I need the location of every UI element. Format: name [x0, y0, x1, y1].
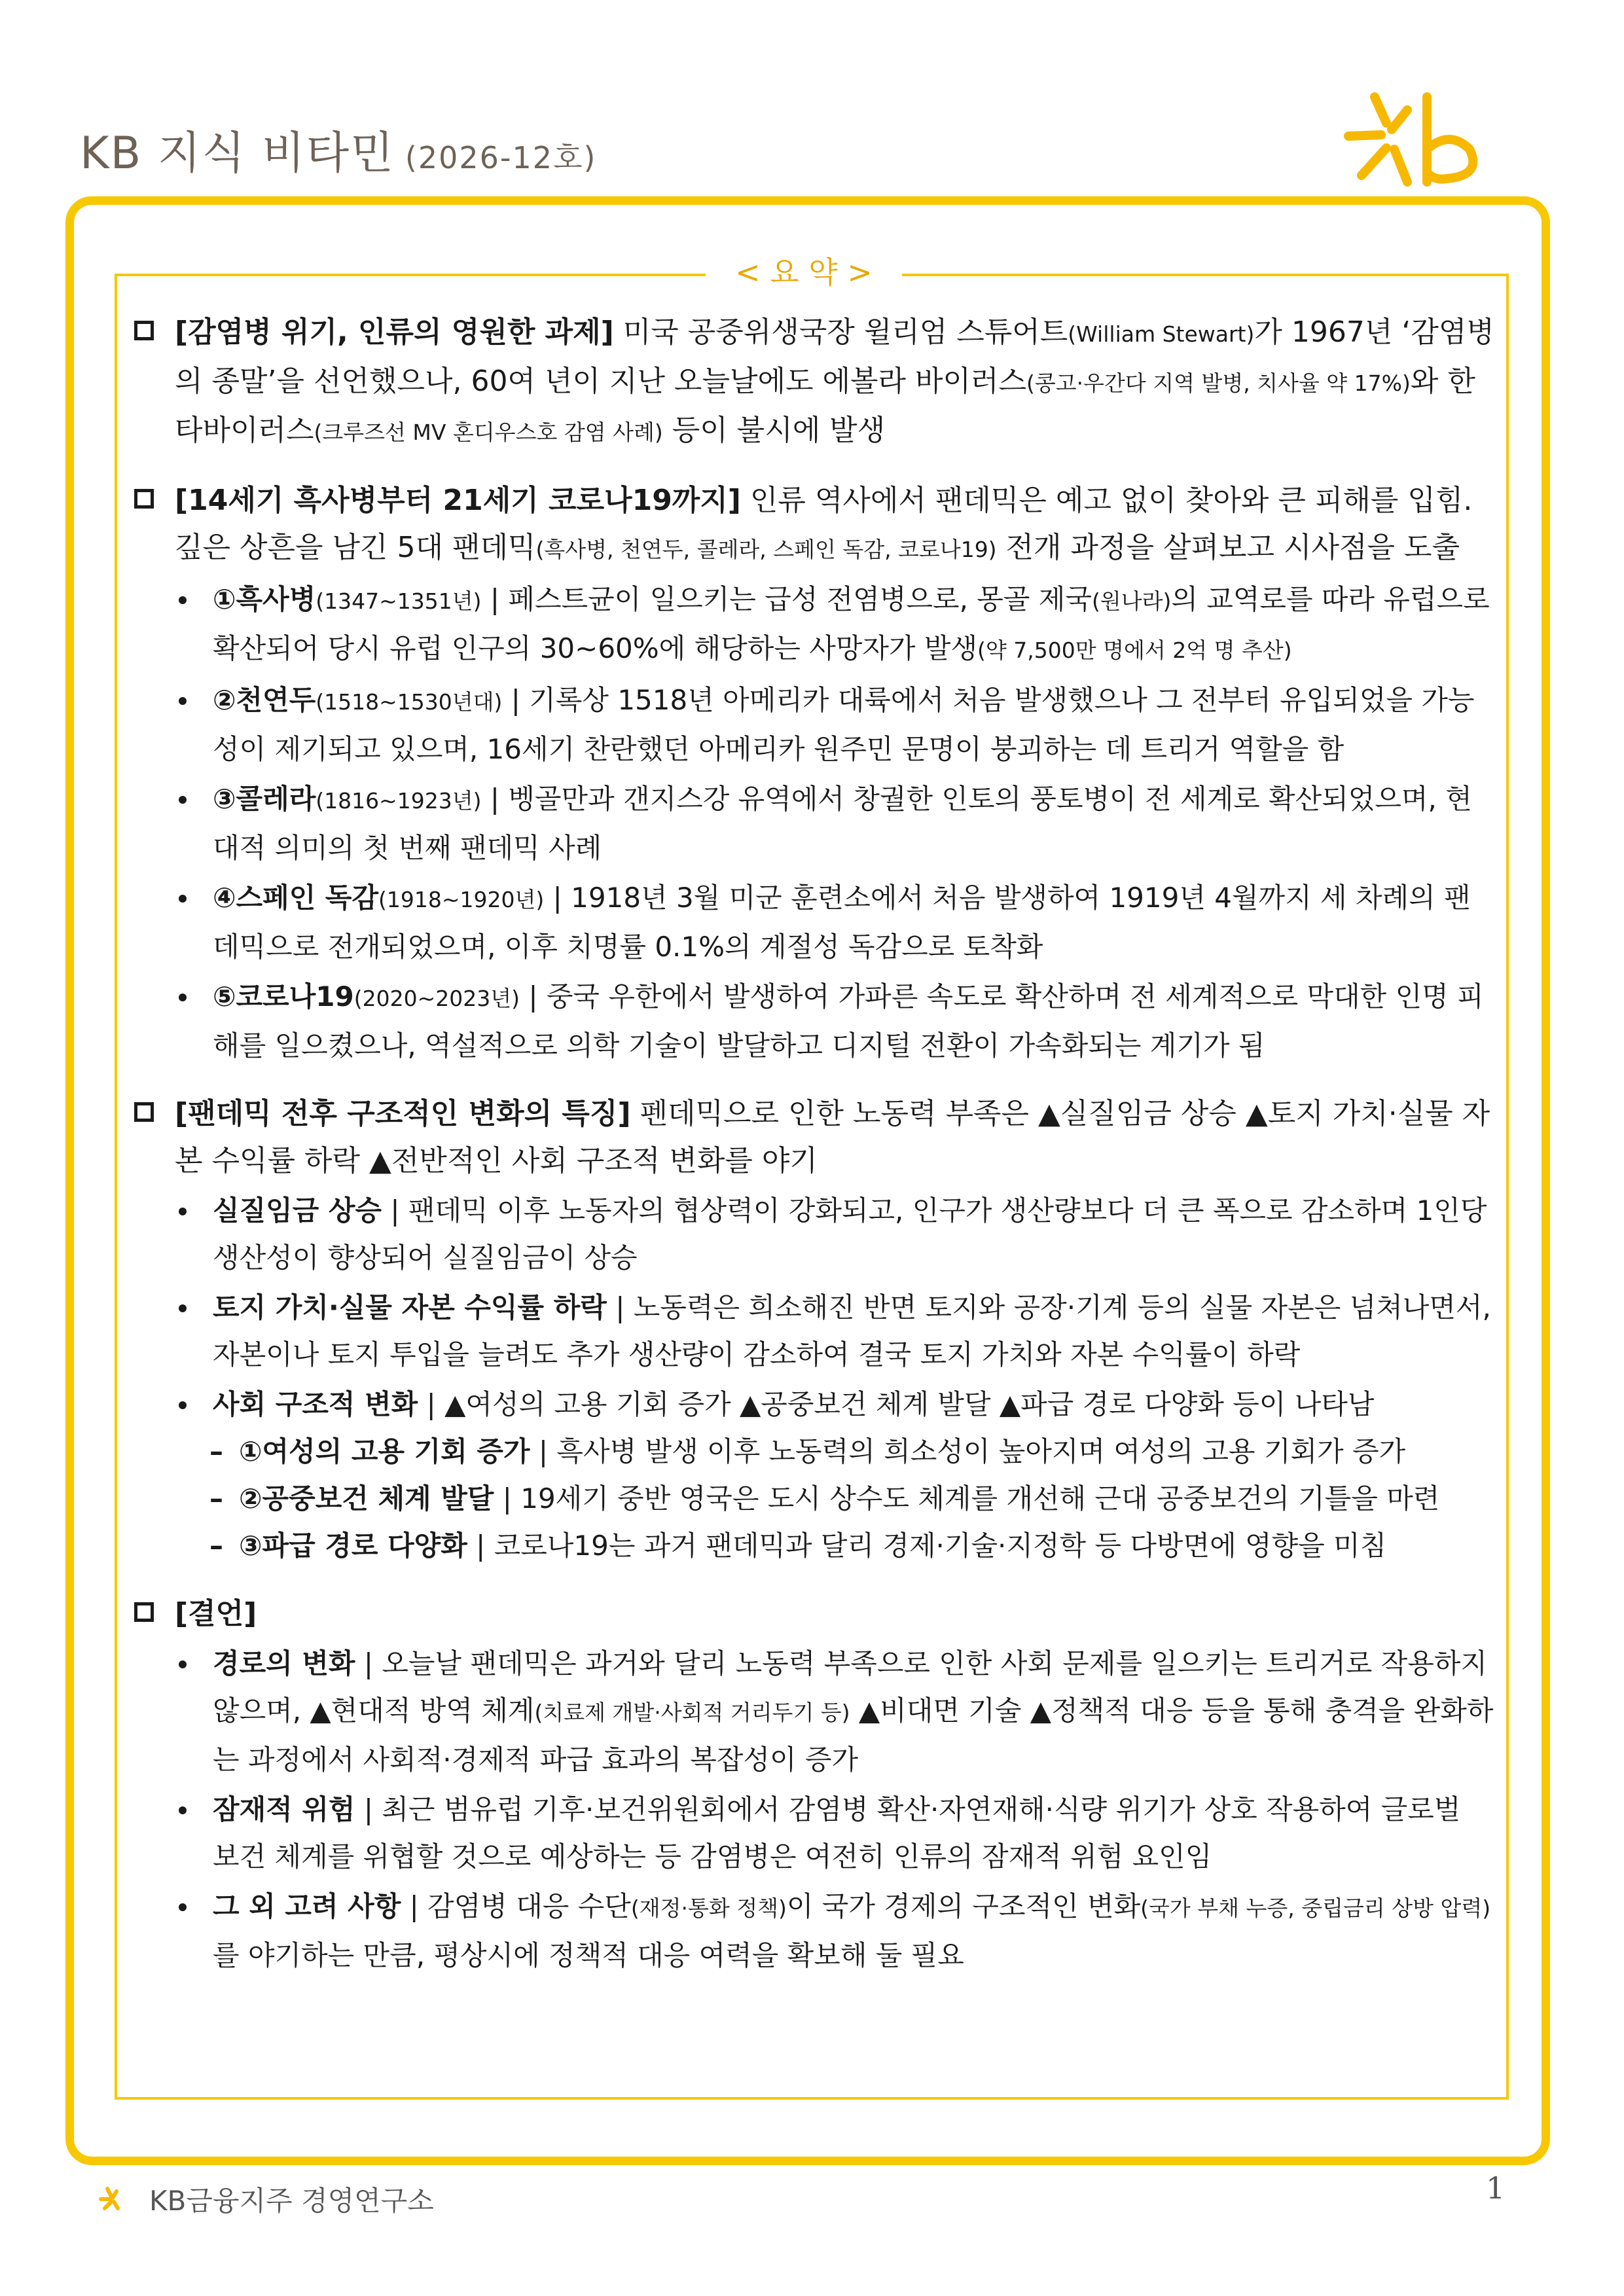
- checkbox-icon: [134, 1602, 154, 1622]
- section-4: [134, 1590, 1496, 1979]
- bullet-dot-icon: [179, 596, 187, 604]
- sub-title: ①여성의 고용 기회 증가: [239, 1435, 530, 1467]
- bullet-item: [134, 1883, 1496, 1979]
- bullet-item: [134, 1786, 1496, 1880]
- body-text: 를 야기하는 만큼, 평상시에 정책적 대응 여력을 확보해 둘 필요: [213, 1939, 964, 1971]
- heading-text: [팬데믹 전후 구조적인 변화의 특징]: [175, 1097, 631, 1130]
- section-2: [134, 477, 1496, 1069]
- section-1: [134, 309, 1496, 456]
- body-text: 와 한타바이러스: [175, 365, 1475, 447]
- sub-text: | 흑사병 발생 이후 노동력의 희소성이 높아지며 여성의 고용 기회가 증가: [530, 1435, 1406, 1467]
- body-text: 인류 역사에서 팬데믹은 예고 없이 찾아와 큰 피해를 입힘. 깊은 상흔을 남긴 5대 팬데믹: [175, 484, 1473, 564]
- bullet-dot-icon: [179, 1806, 187, 1814]
- bullet-item: [134, 1187, 1496, 1282]
- body-text: 이 국가 경제의 구조적인 변화: [786, 1890, 1141, 1922]
- note-text: (크루즈선 MV 혼디우스호 감염 사례): [314, 420, 663, 445]
- note-text: (원나라): [1091, 588, 1172, 614]
- page-title: [80, 118, 596, 181]
- bullet-title: ④스페인 독감: [213, 882, 379, 914]
- dash-icon: –: [209, 1530, 223, 1562]
- bullet-item: [134, 1284, 1496, 1378]
- footer-org: KB금융지주 경영연구소: [149, 2185, 434, 2217]
- bullet-title: 사회 구조적 변화: [213, 1388, 418, 1420]
- heading-text: [감염병 위기, 인류의 영원한 과제]: [175, 315, 614, 349]
- bullet-text: | 노동력은 희소해진 반면 토지와 공장·기계 등의 실물 자본은 넘쳐나면서, 자본이나 토지 투입을 늘려도 추가 생산량이 감소하여 결국 토지 가치와 자본 수익률이 하락: [213, 1291, 1491, 1371]
- bullet-dot-icon: [179, 994, 187, 1001]
- title-text: KB 지식 비타민: [80, 128, 395, 179]
- bullet-dot-icon: [179, 1208, 187, 1215]
- bullet-period: (1816~1923년): [316, 788, 482, 814]
- bullet-dot-icon: [179, 1304, 187, 1312]
- heading-text: [14세기 흑사병부터 21세기 코로나19까지]: [175, 484, 741, 517]
- note-text: (William Stewart): [1068, 321, 1255, 347]
- note-text: (약 7,500만 명에서 2억 명 추산): [977, 637, 1292, 663]
- bullet-item: [134, 1381, 1496, 1428]
- bullet-dot-icon: [179, 895, 187, 903]
- bullet-text: | 페스트균이 일으키는 급성 전염병으로, 몽골 제국: [481, 583, 1092, 615]
- bullet-item: [134, 1640, 1496, 1784]
- checkbox-icon: [134, 1102, 154, 1122]
- section-heading: [134, 1090, 1496, 1185]
- note-text: (콩고·우간다 지역 발병, 치사율 약 17%): [1026, 370, 1411, 396]
- bullet-item: [134, 874, 1496, 971]
- sub-title: ②공중보건 체계 발달: [239, 1482, 494, 1515]
- dash-icon: –: [209, 1482, 223, 1515]
- note-text: (흑사병, 천연두, 콜레라, 스페인 독감, 코로나19): [535, 537, 997, 562]
- summary-label: < 요 약 >: [706, 254, 902, 291]
- note-text: (재정·통화 정책): [630, 1895, 787, 1921]
- bullet-period: (1918~1920년): [378, 887, 545, 912]
- bullet-dot-icon: [179, 697, 187, 705]
- section-heading: [134, 1590, 1496, 1638]
- note-text: (국가 부채 누증, 중립금리 상방 압력): [1140, 1895, 1491, 1921]
- bullet-title: 경로의 변화: [213, 1647, 355, 1679]
- bullet-title: 토지 가치·실물 자본 수익률 하락: [213, 1291, 607, 1323]
- bullet-text: | 최근 범유럽 기후·보건위원회에서 감염병 확산·자연재해·식량 위기가 상호 작용하여 글로벌 보건 체계를 위협할 것으로 예상하는 등 감염병은 여전히 인류의 잠재적 위험 요인임: [213, 1793, 1461, 1873]
- bullet-item: [134, 677, 1496, 773]
- section-3: [134, 1090, 1496, 1570]
- bullet-title: ①흑사병: [213, 583, 316, 615]
- bullet-text: | 중국 우한에서 발생하여 가파른 속도로 확산하며 전 세계적으로 막대한 인명 피해를 일으켰으나, 역설적으로 의학 기술이 발달하고 디지털 전환이 가속화되는 계기가 됨: [213, 980, 1484, 1062]
- bullet-title: 그 외 고려 사항: [213, 1890, 401, 1922]
- sub-item: [134, 1428, 1496, 1475]
- bullet-dot-icon: [179, 1660, 187, 1668]
- body-text: 가 1967년 ‘감염병의 종말’을 선언했으나, 60여 년이 지난 오늘날에도 에볼라 바이러스: [175, 315, 1494, 398]
- sub-text: | 19세기 중반 영국은 도시 상수도 체계를 개선해 근대 공중보건의 기틀을 마련: [494, 1482, 1440, 1515]
- bullet-period: (1518~1530년대): [316, 689, 503, 715]
- bullet-dot-icon: [179, 1401, 187, 1409]
- sub-item: [134, 1475, 1496, 1522]
- bullet-text: | 오늘날 팬데믹은 과거와 달리 노동력 부족으로 인한 사회 문제를 일으키는 트리거로 작용하지 않으며, ▲현대적 방역 체계: [213, 1647, 1487, 1727]
- summary-content: [134, 309, 1496, 2000]
- issue-number: (2026-12호): [405, 140, 597, 175]
- kb-footer-logo-icon: [98, 2185, 145, 2211]
- sub-item: [134, 1522, 1496, 1570]
- body-text: 등이 불시에 발생: [662, 414, 886, 447]
- page-number: 1: [1486, 2170, 1506, 2206]
- checkbox-icon: [134, 489, 154, 509]
- dash-icon: –: [209, 1435, 223, 1467]
- note-text: (치료제 개발·사회적 거리두기 등): [534, 1700, 850, 1725]
- bullet-title: 실질임금 상승: [213, 1194, 382, 1227]
- bullet-item: [134, 973, 1496, 1069]
- bullet-text: | 기록상 1518년 아메리카 대륙에서 처음 발생했으나 그 전부터 유입되었을 가능성이 제기되고 있으며, 16세기 찬란했던 아메리카 원주민 문명이 붕괴하는 데 트리거 역할을 함: [213, 684, 1475, 765]
- bullet-title: ②천연두: [213, 684, 316, 716]
- section-heading: [134, 477, 1496, 573]
- bullet-title: 잠재적 위험: [213, 1793, 355, 1825]
- kb-logo-icon: [1335, 84, 1492, 195]
- bullet-title: ③콜레라: [213, 783, 316, 815]
- bullet-text: | ▲여성의 고용 기회 증가 ▲공중보건 체계 발달 ▲파급 경로 다양화 등이 나타남: [418, 1388, 1375, 1420]
- heading-text: [결언]: [175, 1597, 257, 1630]
- bullet-text: | 1918년 3월 미군 훈련소에서 처음 발생하여 1919년 4월까지 세 차례의 팬데믹으로 전개되었으며, 이후 치명률 0.1%의 계절성 독감으로 토착화: [213, 882, 1471, 963]
- body-text: 미국 공중위생국장 윌리엄 스튜어트: [613, 315, 1068, 349]
- bullet-text: | 벵골만과 갠지스강 유역에서 창궐한 인토의 풍토병이 전 세계로 확산되었으며, 현대적 의미의 첫 번째 팬데믹 사례: [213, 783, 1472, 864]
- body-text: ▲비대면 기술 ▲정책적 대응 등을 통해 충격을 완화하는 과정에서 사회적·경제적 파급 효과의 복잡성이 증가: [213, 1695, 1494, 1776]
- bullet-dot-icon: [179, 1903, 187, 1911]
- bullet-title: ⑤코로나19: [213, 980, 354, 1013]
- bullet-period: (1347~1351년): [316, 588, 482, 614]
- bullet-text: | 팬데믹 이후 노동자의 협상력이 강화되고, 인구가 생산량보다 더 큰 폭으로 감소하며 1인당 생산성이 향상되어 실질임금이 상승: [213, 1194, 1487, 1274]
- body-text: 전개 과정을 살펴보고 시사점을 도출: [996, 531, 1460, 564]
- bullet-dot-icon: [179, 796, 187, 804]
- body-text: 펜데믹으로 인한 노동력 부족은 ▲실질임금 상승 ▲토지 가치·실물 자본 수익률 하락 ▲전반적인 사회 구조적 변화를 야기: [175, 1097, 1490, 1177]
- sub-title: ③파급 경로 다양화: [239, 1530, 467, 1562]
- section-heading: [134, 309, 1496, 456]
- bullet-period: (2020~2023년): [353, 986, 520, 1011]
- bullet-item: [134, 576, 1496, 674]
- bullet-item: [134, 776, 1496, 872]
- body-text: 의 교역로를 따라 유럽으로 확산되어 당시 유럽 인구의 30~60%에 해당하는 사망자가 발생: [213, 583, 1490, 664]
- checkbox-icon: [134, 321, 154, 340]
- bullet-text: | 감염병 대응 수단: [401, 1890, 631, 1922]
- sub-text: | 코로나19는 과거 팬데믹과 달리 경제·기술·지정학 등 다방면에 영향을 미침: [467, 1530, 1387, 1562]
